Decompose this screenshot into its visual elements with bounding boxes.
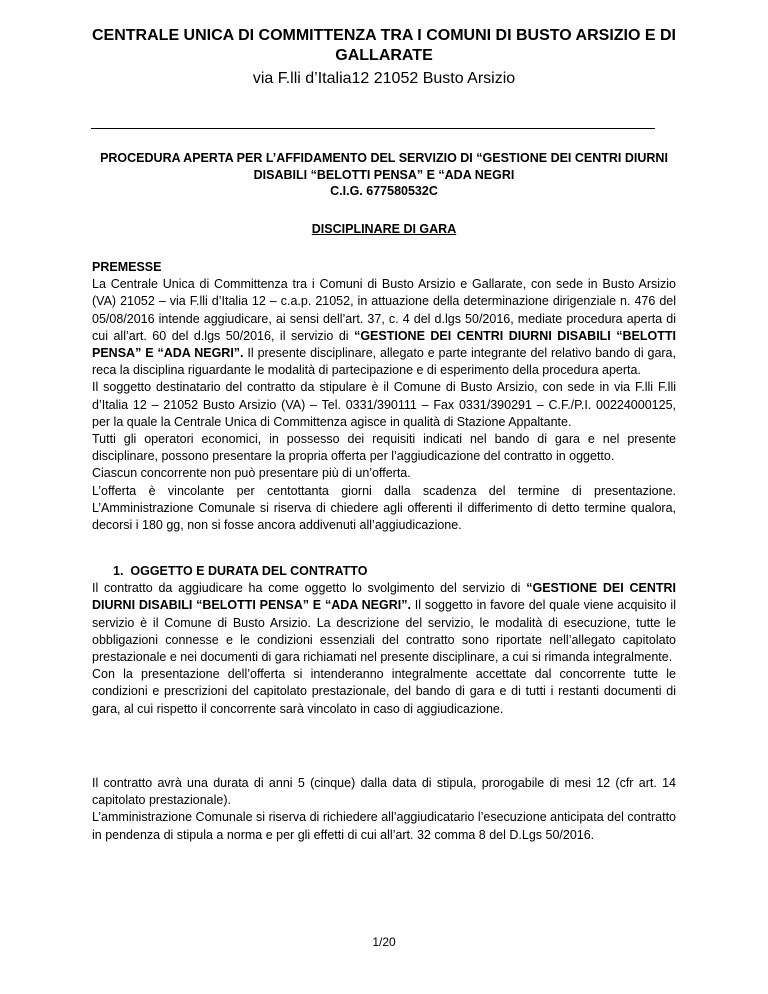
procedure-line-2: DISABILI “BELOTTI PENSA” E “ADA NEGRI bbox=[253, 167, 515, 182]
premesse-paragraph-3: Tutti gli operatori economici, in possesso dei requisiti indicati nel bando di gara e nel presente disciplinare, possono presentare la propria offerta per l’aggiudicazione del contratto in oggetto. bbox=[92, 432, 676, 464]
premesse-paragraph-4: Ciascun concorrente non può presentare più di un’offerta. bbox=[92, 466, 411, 481]
premesse-paragraph-2: Il soggetto destinatario del contratto da stipulare è il Comune di Busto Arsizio, con sede in via F.lli F.lli d’Italia 12 – 21052 Busto Arsizio (VA) – Tel. 0331/390111 – Fax 0331/390291 – C.F./P.I. 00224000125, per la quale la Centrale Unica di Committenza agisce in qualità di Stazione Appaltante. bbox=[92, 380, 676, 429]
premesse-p1-bold: “GESTIONE DEI CENTRI DIURNI DISABILI “BELOTTI PENSA” E “ADA NEGRI”. bbox=[92, 328, 676, 361]
premesse-section bbox=[92, 259, 676, 534]
section-1-p1-bold: “GESTIONE DEI CENTRI DIURNI DISABILI “BELOTTI PENSA” E “ADA NEGRI”. bbox=[92, 581, 676, 613]
duration-paragraph-2: L’amministrazione Comunale si riserva di richiedere all’aggiudicatario l’esecuzione anticipata del contratto in pendenza di stipula a norma e per gli effetti di cui all’art. 32 comma 8 del D.Lgs 50/2016. bbox=[92, 810, 676, 842]
premesse-p1-text-a: La Centrale Unica di Committenza tra i Comuni di Busto Arsizio e Gallarate, con sede in Busto Arsizio (VA) 21052 – via F.lli d’Italia 12 – c.a.p. 21052, in attuazione della determinazione dirigenziale n. 476 del 05/08/2016 intende aggiudicare, ai sensi dell’art. 37, c. 4 del d.lgs 50/2016, mediate procedura aperta di cui all’art. 60 del d.lgs 50/2016, il servizio di bbox=[92, 277, 676, 343]
section-1-number: 1. bbox=[113, 564, 124, 578]
section-1 bbox=[92, 563, 676, 718]
section-1-heading bbox=[92, 563, 676, 580]
procedure-heading bbox=[92, 150, 676, 200]
procedure-cig: C.I.G. 677580532C bbox=[330, 184, 438, 198]
section-1-paragraph-2: Con la presentazione dell’offerta si intenderanno integralmente accettate dal concorrente tutte le condizioni e prescrizioni del capitolato prestazionale, del bando di gara e di tutti i restanti documenti di gara, al cui rispetto il concorrente sarà vincolato in caso di aggiudicazione. bbox=[92, 667, 676, 716]
page-number: 1/20 bbox=[372, 935, 396, 949]
section-1-p1-text-b: Il soggetto in favore del quale viene acquisito il servizio è il Comune di Busto Arsizio. La descrizione del servizio, le modalità di esecuzione, tutte le obbligazioni connesse e le condizioni essenziali del contratto sono riportate nell’allegato capitolato prestazionale e nei documenti di gara richiamati nel presente disciplinare, a cui si rimanda integralmente. bbox=[92, 598, 676, 665]
duration-paragraph-1: Il contratto avrà una durata di anni 5 (cinque) dalla data di stipula, prorogabile di mesi 12 (cfr art. 14 capitolato prestazionale). bbox=[92, 776, 676, 808]
header-address: via F.lli d’Italia12 21052 Busto Arsizio bbox=[252, 70, 516, 87]
duration-section bbox=[92, 775, 676, 844]
procedure-line-1: PROCEDURA APERTA PER L’AFFIDAMENTO DEL SERVIZIO DI “GESTIONE DEI CENTRI DIURNI bbox=[100, 151, 668, 165]
document-title: DISCIPLINARE DI GARA bbox=[311, 222, 457, 236]
premesse-p1-text-b: Il presente disciplinare, allegato e parte integrante del relativo bando di gara, reca la disciplina riguardante le modalità di partecipazione e di esperimento della procedura aperta. bbox=[92, 346, 676, 378]
header-divider bbox=[91, 128, 655, 129]
section-1-paragraph-1 bbox=[92, 580, 676, 666]
header-title: CENTRALE UNICA DI COMMITTENZA TRA I COMUNI DI BUSTO ARSIZIO E DI GALLARATE bbox=[92, 27, 676, 64]
section-1-p1-text-a: Il contratto da aggiudicare ha come oggetto lo svolgimento del servizio di bbox=[92, 581, 527, 596]
premesse-heading: PREMESSE bbox=[92, 260, 162, 274]
section-1-title: OGGETTO E DURATA DEL CONTRATTO bbox=[130, 564, 368, 578]
premesse-paragraph-5: L’offerta è vincolante per centottanta giorni dalla scadenza del termine di presentazione. L’Amministrazione Comunale si riserva di chiedere agli offerenti il differimento di detto termine qualora, decorsi i 180 gg, non si fosse ancora addivenuti all’aggiudicazione. bbox=[92, 483, 676, 533]
premesse-paragraph-1 bbox=[92, 276, 676, 379]
